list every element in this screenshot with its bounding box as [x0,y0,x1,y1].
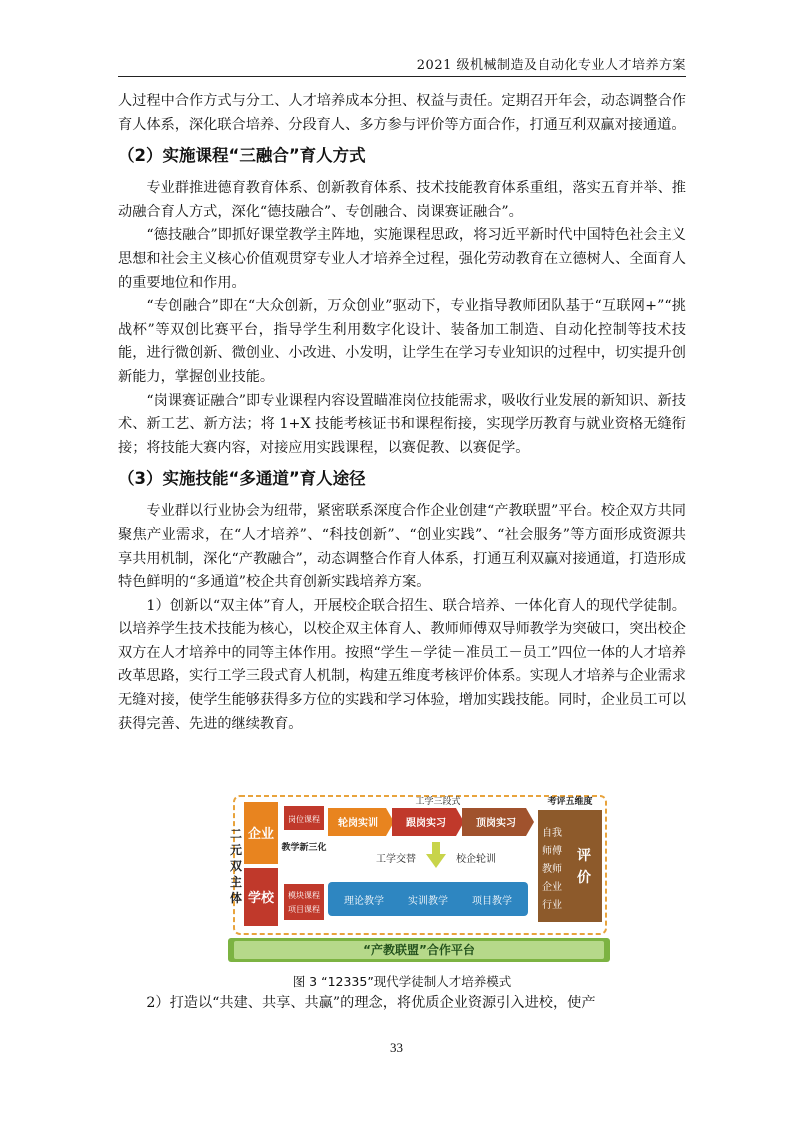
left-label-4: 主 [230,875,243,889]
paragraph: 专业群推进德育教育体系、创新教育体系、技术技能教育体系重组，落实五育并举、推动融合育人方式，深化“德技融合”、专创融合、岗课赛证融合”。 [118,180,686,220]
left-label-5: 体 [230,891,243,905]
after-figure-content [118,992,686,1016]
header-rule [118,76,686,77]
paragraph: 专业群以行业协会为纽带，紧密联系深度合作企业创建“产教联盟”平台。校企双方共同聚焦产业需求，在“人才培养”、“科技创新”、“创业实践”、“社会服务”等方面形成资源共享共用机制，深化“产教融合”，动态调整合作育人体系，打通互利双赢对接通道，打造形成特色鲜明的“多通道”校企共育创新实践培养方案。 [118,503,686,591]
project-course-label: 项目课程 [288,905,320,914]
eval-big-2: 价 [577,870,591,886]
eval-title: 考评五维度 [547,797,593,807]
three-stage-label: 工学三段式 [415,797,461,807]
alternation-label: 工学交替 [376,854,416,865]
left-label-3: 双 [230,859,243,873]
practical-label: 实训教学 [408,896,448,907]
paragraph: “专创融合”即在“大众创新，万众创业”驱动下，专业指导教师团队基于“互联网+”“挑战杯”等双创比赛平台，指导学生利用数字化设计、装备加工制造、自动化控制等技术技能，进行微创新、微创业、小改进、小发明，让学生在学习专业知识的过程中，切实提升创新能力，掌握创业技能。 [118,298,686,385]
teaching-integration-label: 教学新三化 [281,843,327,853]
page-header [118,52,686,76]
left-label-2: 元 [230,843,243,857]
apprenticeship-model-diagram [226,792,612,964]
enterprise-label: 企业 [247,827,275,842]
paragraph: “德技融合”即抓好课堂教学主阵地，实施课程思政，将习近平新时代中国特色社会主义思想和社会主义核心价值观贯穿专业人才培养全过程，强化劳动教育在立德树人、全面育人的重要地位和作用。 [118,227,686,291]
figure-caption: 图 3 “12335”现代学徒制人才培养模式 [292,974,512,989]
eval-item-5: 行业 [542,900,562,911]
diagram-svg [226,792,612,964]
header-title: 2021 级机械制造及自动化专业人才培养方案 [416,58,686,73]
section-heading-2: （2）实施课程“三融合”育人方式 [118,146,366,166]
module-course-box [284,884,324,920]
follow-label: 跟岗实习 [406,818,446,829]
module-course-label: 模块课程 [288,891,320,900]
project-label: 项目教学 [472,896,512,907]
theory-label: 理论教学 [344,896,384,907]
paragraph: 2）打造以“共建、共享、共赢”的理念，将优质企业资源引入进校，使产 [146,995,596,1011]
eval-big-1: 评 [577,848,591,864]
paragraph-continuation: 人过程中合作方式与分工、人才培养成本分担、权益与责任。定期召开年会，动态调整合作育人体系，深化联合培养、分段育人、多方参与评价等方面合作，打通互利双赢对接通道。 [118,93,686,133]
eval-item-4: 企业 [542,882,562,893]
school-label: 学校 [247,891,275,906]
rotation-label: 轮岗实训 [338,818,378,829]
school-rotation-label: 校企轮训 [456,854,496,865]
alternation-arrow [426,842,446,868]
page-number: 33 [390,1040,403,1055]
paragraph: “岗课赛证融合”即专业课程内容设置瞄准岗位技能需求，吸收行业发展的新知识、新技术、新工艺、新方法；将 1+X 技能考核证书和课程衔接，实现学历教育与就业资格无缝衔接；将技能大赛内容，对接应用实践课程，以赛促教、以赛促学。 [118,392,686,456]
main-content [118,90,686,736]
top-post-label: 顶岗实习 [476,818,516,829]
eval-item-2: 师傅 [542,846,562,857]
left-label-1: 二 [230,827,243,841]
post-course-label: 岗位课程 [288,815,320,824]
section-heading-3: （3）实施技能“多通道”育人途径 [118,469,366,489]
eval-item-3: 教师 [542,864,562,875]
eval-item-1: 自我 [542,828,562,839]
paragraph: 1）创新以“双主体”育人，开展校企联合招生、联合培养、一体化育人的现代学徒制。以培养学生技术技能为核心，以校企双主体育人、教师师傅双导师教学为突破口，突出校企双方在人才培养中的同等主体作用。按照“学生－学徒－准员工－员工”四位一体的人才培养改革思路，实行工学三段式育人机制，构建五维度考核评价体系。实现人才培养与企业需求无缝对接，使学生能够获得多方位的实践和学习体验，增加实践技能。同时，企业员工可以获得完善、先进的继续教育。 [118,597,686,732]
platform-label: “产教联盟”合作平台 [363,943,475,957]
